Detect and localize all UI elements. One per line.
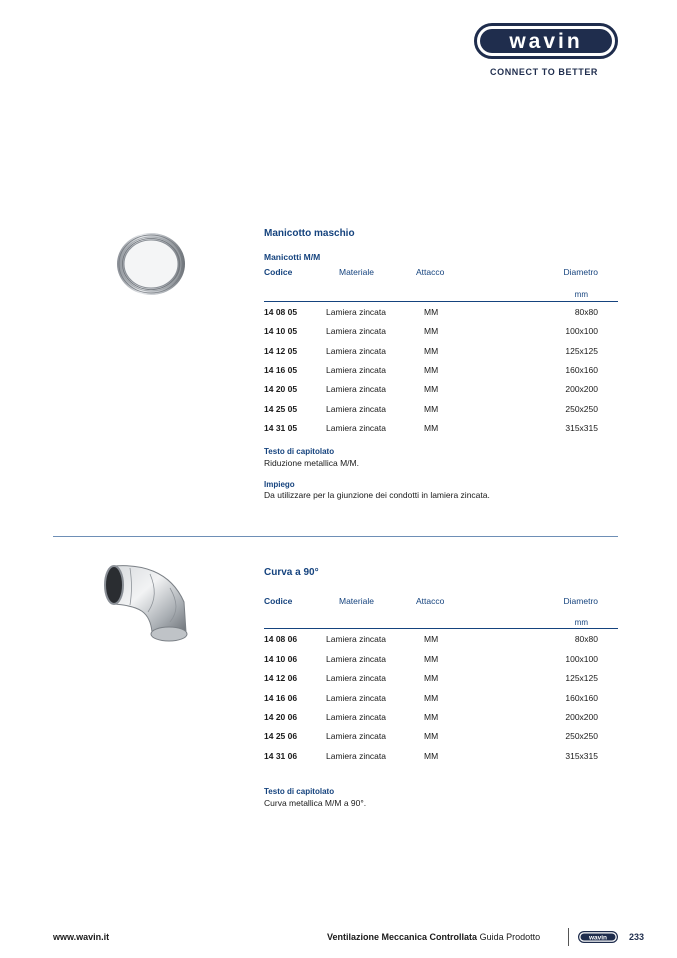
table-row: [264, 346, 618, 358]
cell-connection: MM: [424, 365, 439, 375]
cell-code: 14 31 06: [264, 751, 298, 761]
cell-connection: MM: [424, 346, 439, 356]
cell-code: 14 25 06: [264, 731, 298, 741]
cell-code: 14 16 05: [264, 365, 298, 375]
cell-material: Lamiera zincata: [326, 693, 387, 703]
table-row: [264, 307, 618, 319]
table-row: [264, 654, 618, 666]
cell-material: Lamiera zincata: [326, 326, 387, 336]
cell-code: 14 12 06: [264, 673, 298, 683]
cell-diameter: 125x125: [565, 673, 598, 683]
table-row: [264, 326, 618, 338]
cell-material: Lamiera zincata: [326, 365, 387, 375]
header-connection: Attacco: [416, 596, 445, 606]
male-coupling-ring-icon: [110, 228, 192, 300]
cell-connection: MM: [424, 673, 439, 683]
elbow-90-icon: [100, 562, 194, 646]
footer-doc-title-bold: Ventilazione Meccanica Controllata: [327, 932, 478, 942]
table-row: [264, 731, 618, 743]
header-unit: mm: [574, 290, 588, 299]
spec-text: Curva metallica M/M a 90°.: [264, 798, 367, 808]
cell-diameter: 80x80: [574, 634, 598, 644]
cell-code: 14 20 05: [264, 384, 298, 394]
table-row: [264, 712, 618, 724]
cell-connection: MM: [424, 731, 439, 741]
cell-material: Lamiera zincata: [326, 384, 387, 394]
header-rule: [264, 301, 618, 302]
cell-code: 14 25 05: [264, 404, 298, 414]
cell-diameter: 80x80: [574, 307, 598, 317]
cell-diameter: 160x160: [565, 365, 598, 375]
cell-connection: MM: [424, 307, 439, 317]
cell-diameter: 250x250: [565, 404, 598, 414]
section-subtitle: Manicotti M/M: [264, 252, 321, 262]
header-rule: [264, 628, 618, 629]
cell-material: Lamiera zincata: [326, 731, 387, 741]
section-title: Manicotto maschio: [264, 228, 355, 239]
table-header: [264, 267, 618, 283]
cell-connection: MM: [424, 712, 439, 722]
header-unit: mm: [574, 618, 588, 627]
footer-doc-title: [327, 932, 540, 942]
page-footer: [0, 928, 677, 948]
cell-material: Lamiera zincata: [326, 307, 387, 317]
logo-text: wavin: [509, 30, 583, 53]
tagline: CONNECT TO BETTER: [490, 67, 599, 77]
cell-code: 14 10 05: [264, 326, 298, 336]
footer-logo-text: wavin: [588, 934, 608, 942]
page-number: 233: [629, 932, 645, 942]
cell-connection: MM: [424, 693, 439, 703]
spec-text: Riduzione metallica M/M.: [264, 458, 359, 468]
header-connection: Attacco: [416, 267, 445, 277]
cell-material: Lamiera zincata: [326, 634, 387, 644]
use-text: Da utilizzare per la giunzione dei condotti in lamiera zincata.: [264, 490, 490, 500]
wavin-logo: [474, 23, 618, 59]
cell-diameter: 200x200: [565, 384, 598, 394]
spec-heading: Testo di capitolato: [264, 447, 335, 456]
cell-code: 14 12 05: [264, 346, 298, 356]
cell-connection: MM: [424, 404, 439, 414]
table-row: [264, 693, 618, 705]
table-row: [264, 634, 618, 646]
cell-material: Lamiera zincata: [326, 423, 387, 433]
cell-diameter: 100x100: [565, 326, 598, 336]
section-divider: [53, 536, 618, 537]
cell-diameter: 200x200: [565, 712, 598, 722]
cell-code: 14 16 06: [264, 693, 298, 703]
header-material: Materiale: [339, 267, 374, 277]
header-diameter: Diametro: [563, 267, 598, 277]
table-row: [264, 404, 618, 416]
cell-connection: MM: [424, 423, 439, 433]
table-row: [264, 384, 618, 396]
section-manicotto: [264, 228, 618, 508]
cell-diameter: 315x315: [565, 423, 598, 433]
section-curva: [264, 567, 618, 817]
cell-diameter: 160x160: [565, 693, 598, 703]
table-row: [264, 423, 618, 435]
cell-connection: MM: [424, 751, 439, 761]
section-title: Curva a 90°: [264, 567, 319, 578]
cell-connection: MM: [424, 634, 439, 644]
cell-code: 14 08 06: [264, 634, 298, 644]
cell-diameter: 125x125: [565, 346, 598, 356]
cell-diameter: 100x100: [565, 654, 598, 664]
cell-code: 14 20 06: [264, 712, 298, 722]
cell-material: Lamiera zincata: [326, 404, 387, 414]
header-code: Codice: [264, 267, 293, 277]
table-row: [264, 673, 618, 685]
header-code: Codice: [264, 596, 293, 606]
cell-connection: MM: [424, 654, 439, 664]
cell-connection: MM: [424, 326, 439, 336]
cell-material: Lamiera zincata: [326, 673, 387, 683]
header-material: Materiale: [339, 596, 374, 606]
table-row: [264, 365, 618, 377]
footer-url[interactable]: www.wavin.it: [53, 932, 110, 942]
table-header: [264, 596, 618, 612]
footer-wavin-logo: [578, 931, 618, 943]
cell-diameter: 250x250: [565, 731, 598, 741]
cell-code: 14 08 05: [264, 307, 298, 317]
cell-code: 14 10 06: [264, 654, 298, 664]
cell-material: Lamiera zincata: [326, 346, 387, 356]
cell-material: Lamiera zincata: [326, 712, 387, 722]
cell-diameter: 315x315: [565, 751, 598, 761]
cell-code: 14 31 05: [264, 423, 298, 433]
use-heading: Impiego: [264, 480, 295, 489]
footer-separator: [568, 928, 569, 946]
spec-heading: Testo di capitolato: [264, 787, 335, 796]
table-row: [264, 751, 618, 763]
footer-doc-title-rest: Guida Prodotto: [479, 932, 541, 942]
cell-material: Lamiera zincata: [326, 751, 387, 761]
header-diameter: Diametro: [563, 596, 598, 606]
cell-connection: MM: [424, 384, 439, 394]
cell-material: Lamiera zincata: [326, 654, 387, 664]
